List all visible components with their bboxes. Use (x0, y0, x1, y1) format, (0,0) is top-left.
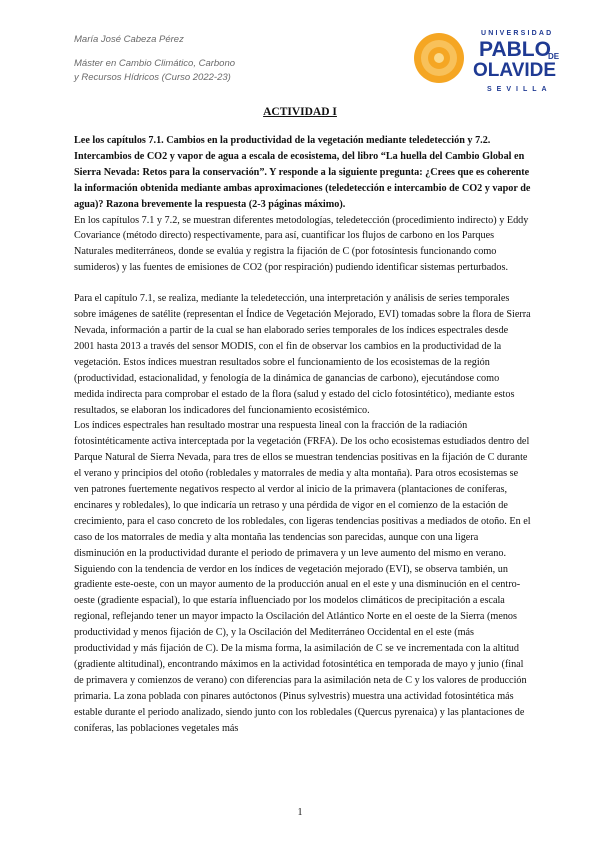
paragraph-1: En los capítulos 7.1 y 7.2, se muestran diferentes metodologías, teledetección (procedimiento indirecto) y Eddy Covariance (método directo) respectivamente, para así, cuantificar los flujos de carbono en los Parques Naturales mediterráneos, donde se evalúa y registra la fijación de C (por fotosíntesis funcionando como sumideros) y las fuentes de emisiones de CO2 (por respiración) pudiendo identificar sistemas perturbados. (74, 214, 529, 274)
logo-olavide: OLAVIDE (473, 60, 557, 81)
assignment-prompt: Lee los capítulos 7.1. Cambios en la productividad de la vegetación mediante teledetección y 7.2. Intercambios de CO2 y vapor de agua a escala de ecosistema, del libro “La huella del Cambio Global en Sierra Nevada: Retos para la conservación”. Y responde a la siguiente pregunta: ¿Crees que es coherente la información obtenida mediante ambas aproximaciones (teledetección e intercambio de CO2 y vapor de agua)? Razona brevemente la respuesta (2-3 páginas máximo). (74, 135, 531, 210)
program-line-2: y Recursos Hídricos (Curso 2022-23) (74, 72, 231, 83)
logo-universidad: UNIVERSIDAD (481, 30, 554, 37)
paragraph-2: Para el capítulo 7.1, se realiza, mediante la teledetección, una interpretación y análisis de series temporales sobre imágenes de satélite (representan el Índice de Vegetación Mejorado, EVI) tomadas sobre la flora de Sierra Nevada, información a partir de la cual se han elaborado series temporales de los índices espectrales desde 2001 hasta 2013 a través del sensor MODIS, con el fin de observar los cambios en la productividad de la vegetación. Estos índices muestran resultados sobre el funcionamiento de los ecosistemas de la región (productividad, estacionalidad, y fenología de la dinámica de ganancias de carbono), ejecutándose como medida indirecta para comprobar el estado de la flora (salud y estado del ciclo fotosintético), mediante estos resultados, se elaboran los indicadores del funcionamiento ecosistémico. (74, 293, 531, 416)
sun-icon (414, 33, 464, 83)
page-title: ACTIVIDAD I (263, 106, 337, 118)
logo-pablo: PABLO (479, 38, 551, 61)
logo-sevilla: SEVILLA (487, 86, 552, 93)
document-body (74, 133, 531, 737)
paragraph-3: Los índices espectrales han resultado mostrar una respuesta lineal con la fracción de la radiación fotosintéticamente activa interceptada por la vegetación (FRFA). De los ocho ecosistemas estudiados dentro del Parque Natural de Sierra Nevada, para tres de ellos se muestran tendencias positivas en la fijación de C durante el verano y principios del otoño (robledales y matorrales de media y alta montaña). Para otros ecosistemas se ven patrones fuertemente negativos respecto al verdor al inicio de la primavera (plantaciones de coníferas, encinares y robledales), lo que indicaría un retraso y una pérdida de vigor en el comienzo de la estación de crecimiento, para el caso concreto de los robledales, con ligeras tendencias positivas a mediados de otoño. En el caso de los matorrales de media y alta montaña las tendencias son parecidas, aunque con una ligera disminución en la productividad durante el periodo de primavera y un leve aumento del mismo en verano. Siguiendo con la tendencia de verdor en los índices de vegetación mejorado (EVI), se observa también, un gradiente este-oeste, con un mayor aumento de la producción anual en el este y una disminución en el centro-oeste (gradiente espacial), lo que estaría influenciado por los modelos climáticos de precipitación a escala regional, reflejando tener un mayor impacto la Oscilación del Atlántico Norte en el oeste de la Sierra (menos productividad y menos fijación de C), y la Oscilación del Mediterráneo Occidental en el este (más productividad y más fijación de C). De la misma forma, la asimilación de C se ve incrementada con la altitud (gradiente altitudinal), encontrando máximos en la actividad fotosintética en temporada de mayo y junio (final de primavera y comienzos de verano) con diferencias para la asimilación neta de C y los valores de producción primaria. La zona poblada con pinares autóctonos (Pinus sylvestris) muestra una actividad fotosintética más estable durante el periodo analizado, siendo junto con los robledales (Quercus pyrenaica) y las plantaciones de coníferas, las poblaciones vegetales más (74, 420, 531, 734)
document-header (74, 33, 235, 85)
logo-de: DE (548, 52, 560, 61)
author-name: María José Cabeza Pérez (74, 34, 184, 45)
program-line-1: Máster en Cambio Climático, Carbono (74, 58, 236, 69)
page-number: 1 (297, 807, 303, 818)
university-logo (413, 26, 563, 96)
